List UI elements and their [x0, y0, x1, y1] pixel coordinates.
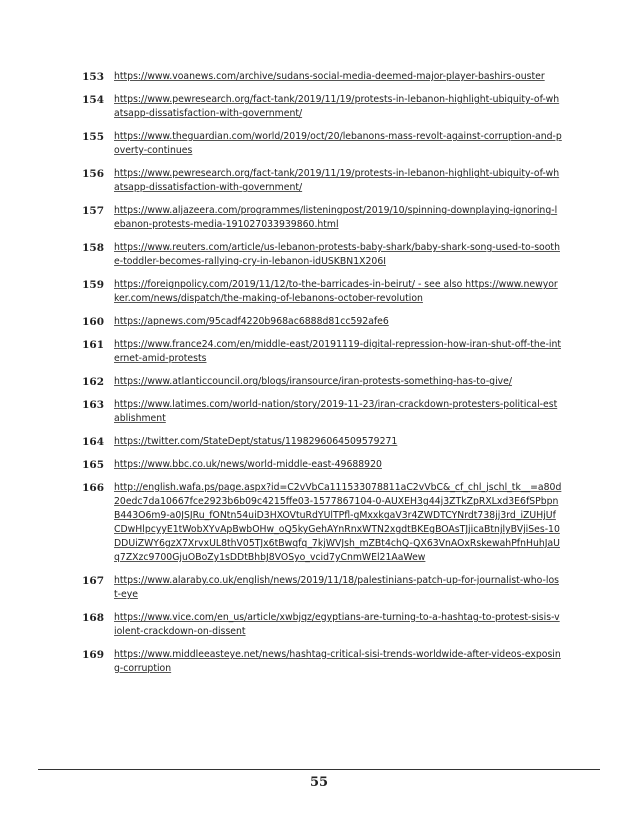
footnote-number: 157: [82, 205, 104, 217]
footnote: [62, 241, 562, 269]
footnote: [62, 648, 562, 676]
page-number: 55: [309, 775, 329, 790]
footnote: [62, 130, 562, 158]
footnote: [62, 278, 562, 306]
footnote-number: 168: [82, 612, 104, 624]
footnote-link[interactable]: https://www.pewresearch.org/fact-tank/2019/11/19/protests-in-lebanon-highlight-ubiquity-of-whatsapp-dissatisfaction-with-government/: [114, 94, 560, 119]
footnote-link[interactable]: https://www.bbc.co.uk/news/world-middle-east-49688920: [114, 459, 382, 470]
footnote: [62, 375, 562, 389]
footnote: [62, 481, 562, 565]
footnote-number: 169: [82, 649, 104, 661]
footnote-number: 161: [82, 339, 104, 351]
footnote-number: 164: [82, 436, 104, 448]
footnote-link[interactable]: https://apnews.com/95cadf4220b968ac6888d81cc592afe6: [114, 316, 389, 327]
footnote-link[interactable]: https://www.latimes.com/world-nation/story/2019-11-23/iran-crackdown-protesters-political-establishment: [114, 399, 558, 424]
footnote: [62, 458, 562, 472]
footnote-link[interactable]: https://www.vice.com/en_us/article/xwbjqz/egyptians-are-turning-to-a-hashtag-to-protest-sisis-violent-crackdown-on-dissent: [114, 612, 560, 637]
footnote-number: 160: [82, 316, 104, 328]
footnote-list: [62, 70, 562, 685]
footnote-link[interactable]: https://www.alaraby.co.uk/english/news/2019/11/18/palestinians-patch-up-for-journalist-who-lost-eye: [114, 575, 559, 600]
footnote-number: 155: [82, 131, 104, 143]
footnote-number: 156: [82, 168, 104, 180]
footnote-number: 158: [82, 242, 104, 254]
footnote: [62, 167, 562, 195]
footnote: [62, 435, 562, 449]
footnote-number: 167: [82, 575, 104, 587]
footnote-number: 162: [82, 376, 104, 388]
footnote-link[interactable]: https://www.reuters.com/article/us-lebanon-protests-baby-shark/baby-shark-song-used-to-soothe-toddler-becomes-rallying-cry-in-lebanon-idUSKBN1X206I: [114, 242, 560, 267]
footnote: [62, 398, 562, 426]
footnote: [62, 611, 562, 639]
footnote-link[interactable]: https://www.atlanticcouncil.org/blogs/iransource/iran-protests-something-has-to-give/: [114, 376, 513, 387]
footnote-link[interactable]: https://www.aljazeera.com/programmes/listeningpost/2019/10/spinning-downplaying-ignoring-lebanon-protests-media-191027033939860.html: [114, 205, 558, 230]
footnote-link[interactable]: https://www.middleeasteye.net/news/hashtag-critical-sisi-trends-worldwide-after-videos-exposing-corruption: [114, 649, 561, 674]
footnote-link[interactable]: https://twitter.com/StateDept/status/1198296064509579271: [114, 436, 398, 447]
footnote-link[interactable]: https://www.theguardian.com/world/2019/oct/20/lebanons-mass-revolt-against-corruption-and-poverty-continues: [114, 131, 562, 156]
footnote-number: 154: [82, 94, 104, 106]
footnote-link[interactable]: http://english.wafa.ps/page.aspx?id=C2vVbCa111533078811aC2vVbC&_cf_chl_jschl_tk__=a80d20edc7da10667fce2923b6b09c4215ffe03-1577867104-0-AUXEH3g44j3ZTkZpRXLxd3E6fSPbpnB443O6m9-a0JSJRu_fONtn54uiD3HXOVtuRdYUlTPfl-gMxxkgaV3r4ZWDTCYNrdt738jj3rd_iZUHjUfCDwHlpcyyE1tWobXYvApBwbOHw_oQ5kyGehAYnRnxWTN2xgdtBKEgBOAsTJjicaBtnjlyBVjiSes-10DDUiZWY6gzX7XrvxUL8thV05TJx6tBwqfq_7kjWVJsh_mZBt4chQ-QX63VnAOxRskewahPfnHuhJaUq7ZXzc9700GjuOBoZy1sDDtBhbJ8VOSyo_vcid7yCnmWEl21AaWew: [114, 482, 562, 563]
footer-divider: [38, 769, 600, 770]
footnote-number: 153: [82, 71, 104, 83]
footnote-link[interactable]: https://foreignpolicy.com/2019/11/12/to-the-barricades-in-beirut/ - see also https://www.newyorker.com/news/dispatch/the-making-of-lebanons-october-revolution: [114, 279, 558, 304]
footnote: [62, 70, 562, 84]
footnote: [62, 204, 562, 232]
footnote: [62, 574, 562, 602]
footnote: [62, 93, 562, 121]
footnote: [62, 338, 562, 366]
footnote-number: 165: [82, 459, 104, 471]
footnote-link[interactable]: https://www.voanews.com/archive/sudans-social-media-deemed-major-player-bashirs-ouster: [114, 71, 545, 82]
footnote-link[interactable]: https://www.pewresearch.org/fact-tank/2019/11/19/protests-in-lebanon-highlight-ubiquity-of-whatsapp-dissatisfaction-with-government/: [114, 168, 560, 193]
footnote-link[interactable]: https://www.france24.com/en/middle-east/20191119-digital-repression-how-iran-shut-off-the-internet-amid-protests: [114, 339, 561, 364]
footnote: [62, 315, 562, 329]
footnote-number: 159: [82, 279, 104, 291]
footnote-number: 163: [82, 399, 104, 411]
footnote-number: 166: [82, 482, 104, 494]
